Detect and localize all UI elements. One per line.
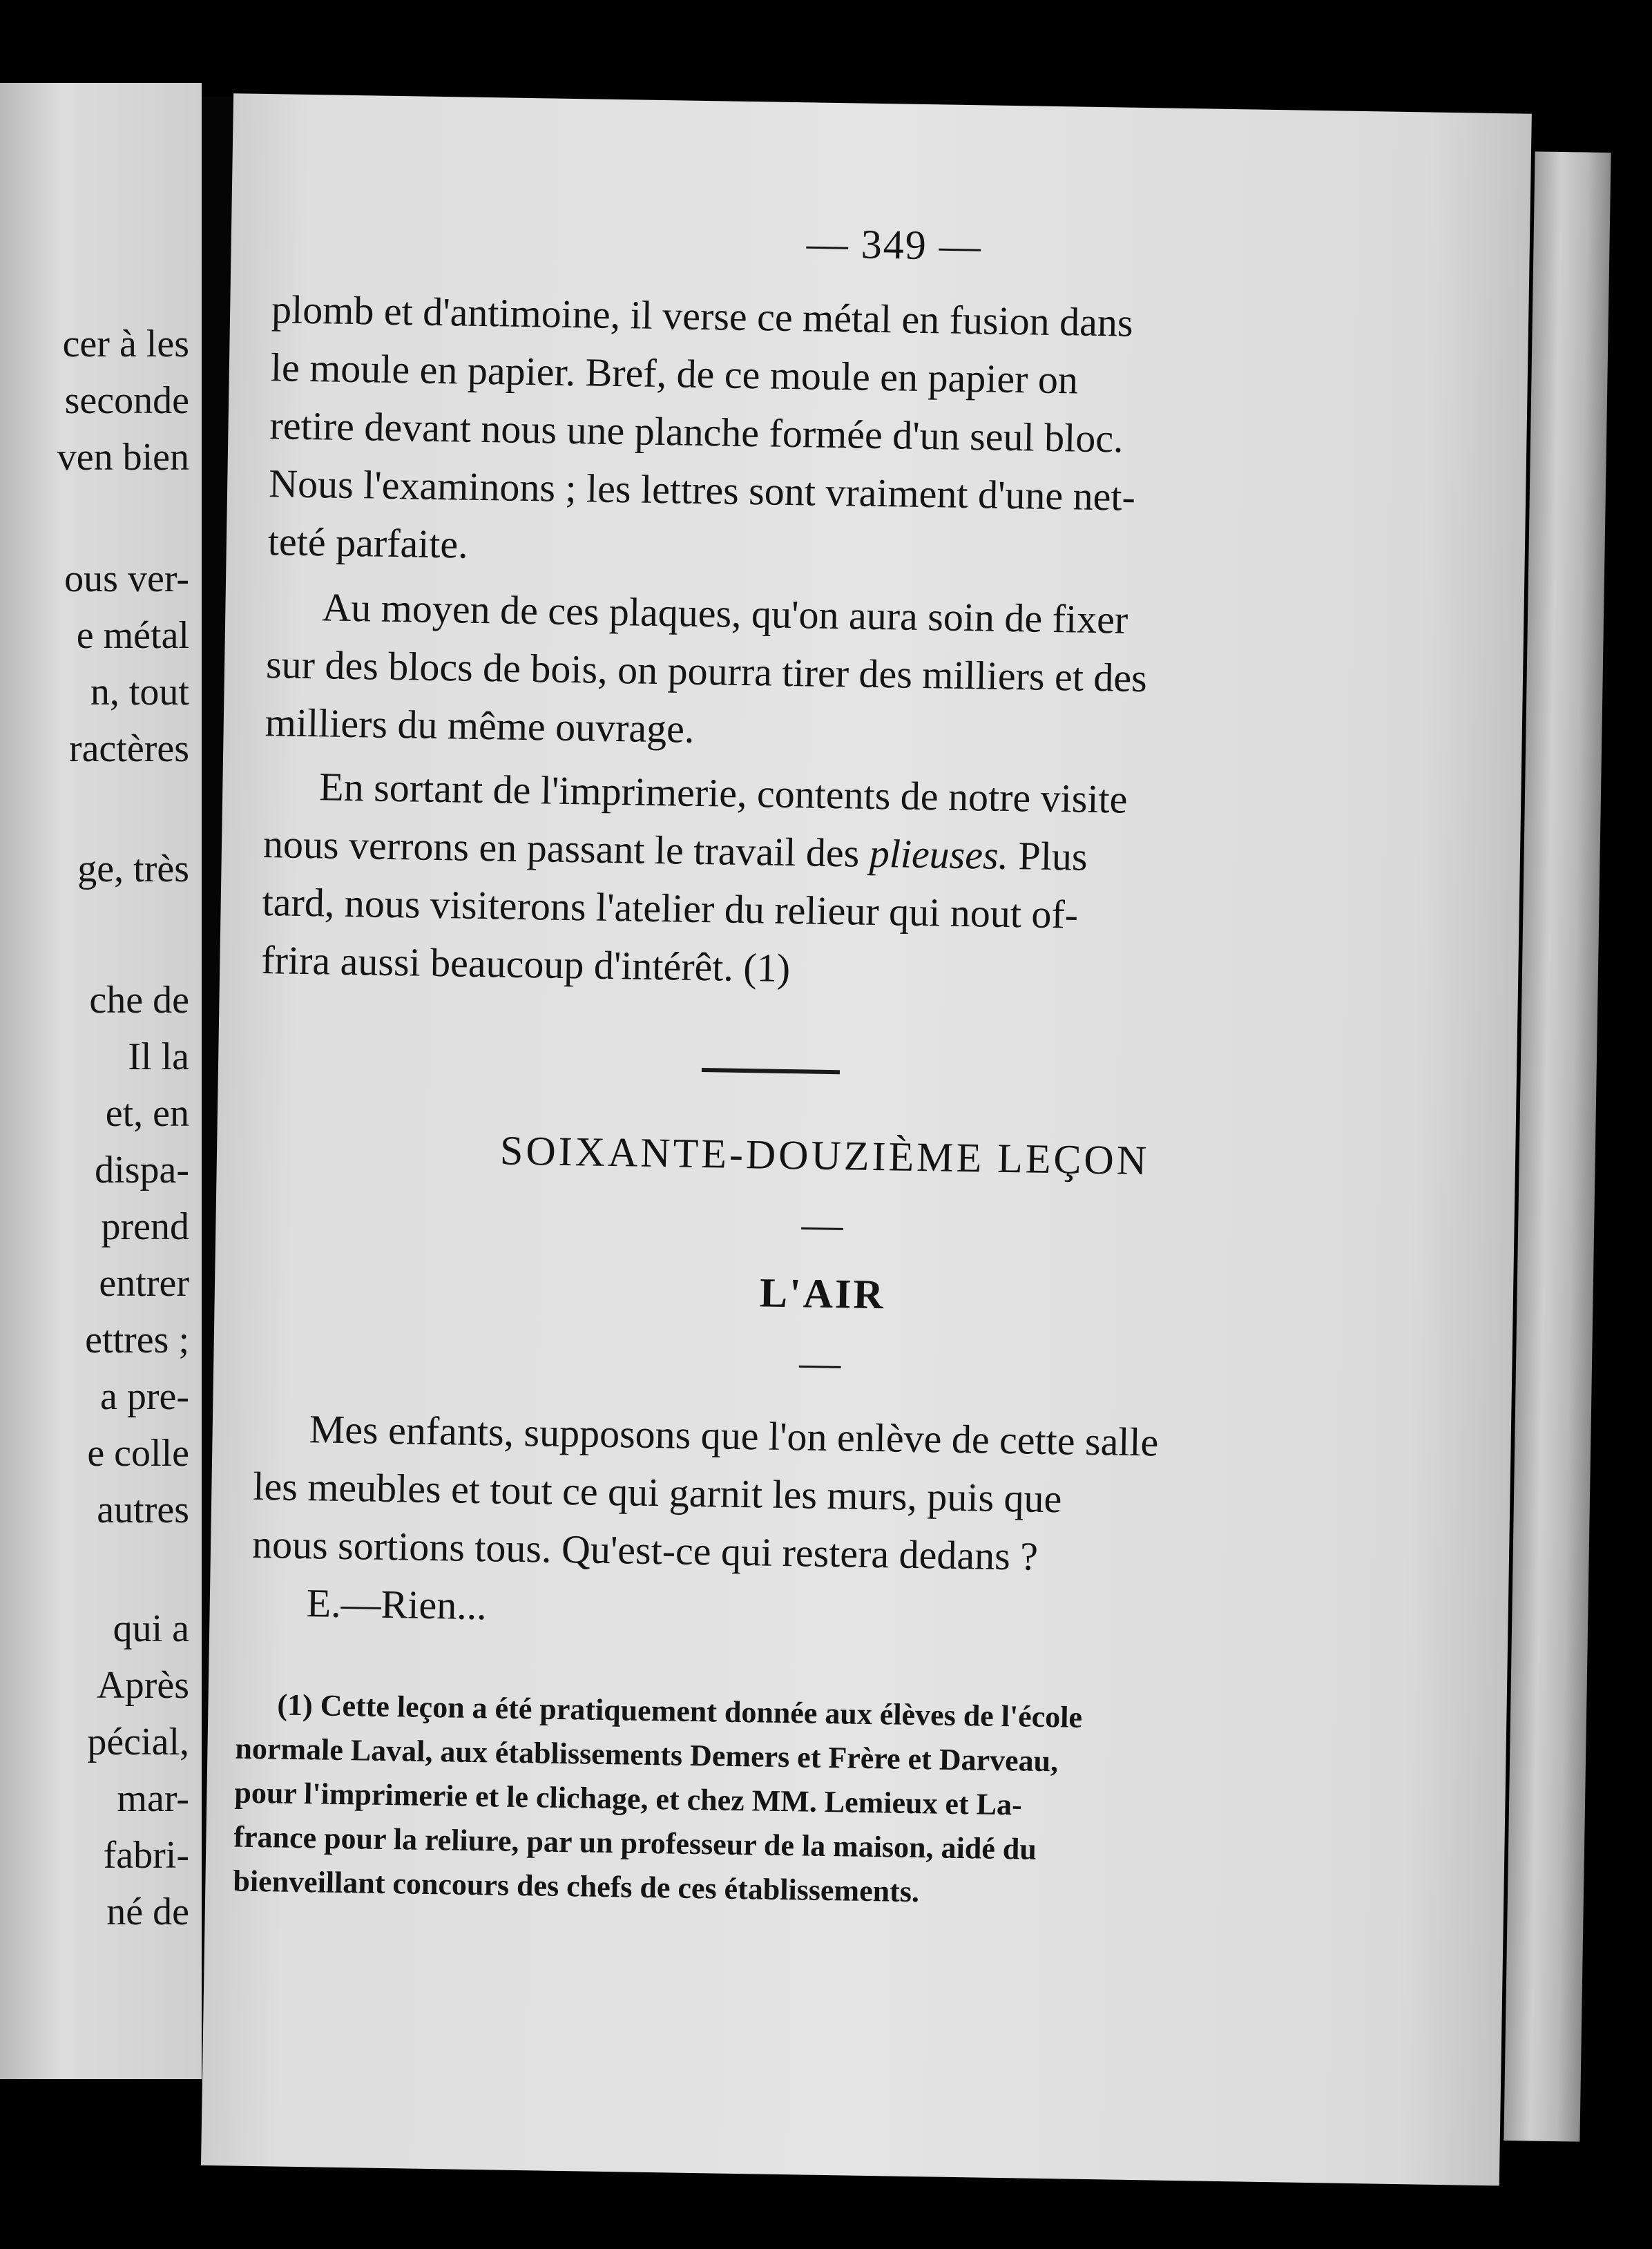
text-line: milliers du même ouvrage. — [265, 700, 695, 752]
text-line: Nous l'examinons ; les lettres sont vraiment d'une net- — [268, 461, 1136, 519]
left-line: e métal — [76, 614, 189, 657]
left-line: dispa- — [95, 1149, 189, 1192]
text-line: Mes enfants, supposons que l'on enlève de cette salle — [309, 1406, 1159, 1465]
left-line: né de — [106, 1891, 189, 1933]
left-page-text — [0, 83, 202, 2079]
left-line: fabri- — [103, 1834, 189, 1877]
left-line: ous ver- — [64, 557, 189, 600]
text-line: les meubles et tout ce qui garnit les murs, puis que — [252, 1463, 1062, 1522]
left-line: Après — [97, 1664, 189, 1707]
book-page — [201, 93, 1532, 2185]
left-line: pécial, — [87, 1721, 189, 1763]
text-line: Au moyen de ces plaques, qu'on aura soin de fixer — [321, 584, 1128, 642]
text-line: En sortant de l'imprimerie, contents de notre visite — [318, 764, 1128, 822]
left-line: qui a — [113, 1607, 189, 1650]
footnote-line: normale Laval, aux établissements Demers et Frère et Darveau, — [235, 1731, 1059, 1779]
footnote-line: bienveillant concours des chefs de ces établissements. — [233, 1864, 920, 1909]
left-line: et, en — [105, 1092, 189, 1135]
dialogue-reply: E.—Rien... — [306, 1580, 488, 1629]
heading-dash: — — [800, 1201, 847, 1248]
left-line: ven bien — [57, 436, 189, 479]
text-line: nous sortions tous. Qu'est-ce qui restera dedans ? — [251, 1521, 1039, 1579]
text-line: plomb et d'antimoine, il verse ce métal en fusion dans — [271, 287, 1134, 345]
text-line: retire devant nous une planche formée d'un seul bloc. — [269, 403, 1124, 461]
paragraph-1 — [267, 280, 1363, 588]
left-line: Il la — [128, 1035, 189, 1078]
left-line: prend — [101, 1205, 189, 1248]
left-line: ettres ; — [85, 1319, 189, 1361]
lesson-title: L'AIR — [759, 1270, 886, 1318]
paragraph-4 — [251, 1399, 1345, 1649]
left-line: seconde — [64, 379, 189, 422]
text-fragment: nous verrons en passant le travail des — [262, 821, 870, 876]
text-line: frira aussi beaucoup d'intérêt. (1) — [260, 937, 791, 991]
left-line: cer à les — [62, 323, 189, 365]
footnote-line: pour l'imprimerie et le clichage, et chez MM. Lemieux et La- — [234, 1775, 1023, 1822]
text-line: sur des blocs de bois, on pourra tirer des milliers et des — [265, 642, 1148, 701]
title-dash: — — [798, 1339, 844, 1386]
lesson-heading: SOIXANTE-DOUZIÈME LEÇON — [499, 1127, 1150, 1184]
footnote-line: france pour la reliure, par un professeur de la maison, aidé du — [233, 1819, 1037, 1866]
text-line: tard, nous visiterons l'atelier du relieur qui nout of- — [262, 879, 1079, 937]
text-line: teté parfaite. — [267, 519, 469, 567]
section-rule — [702, 1068, 840, 1074]
left-line: ractères — [68, 727, 189, 770]
left-line: a pre- — [99, 1375, 189, 1418]
text-line: le moule en papier. Bref, de ce moule en papier on — [270, 345, 1079, 403]
left-line: e colle — [87, 1432, 189, 1475]
footnote-line: (1) Cette leçon a été pratiquement donnée aux élèves de l'école — [277, 1687, 1083, 1734]
left-line: mar- — [117, 1777, 189, 1820]
left-line: n, tout — [90, 671, 189, 714]
paragraph-2 — [265, 577, 1358, 769]
page-content — [201, 93, 1532, 2185]
left-line: ge, très — [77, 848, 189, 890]
page-number: — 349 — — [806, 220, 983, 269]
left-line: autres — [97, 1489, 189, 1531]
paragraph-3 — [261, 757, 1356, 1006]
left-facing-page — [0, 83, 202, 2079]
left-line: entrer — [99, 1262, 189, 1305]
footnote — [233, 1683, 1355, 1921]
text-fragment: Plus — [1008, 832, 1088, 879]
left-line: che de — [89, 979, 189, 1022]
italic-word: plieuses. — [869, 830, 1009, 878]
